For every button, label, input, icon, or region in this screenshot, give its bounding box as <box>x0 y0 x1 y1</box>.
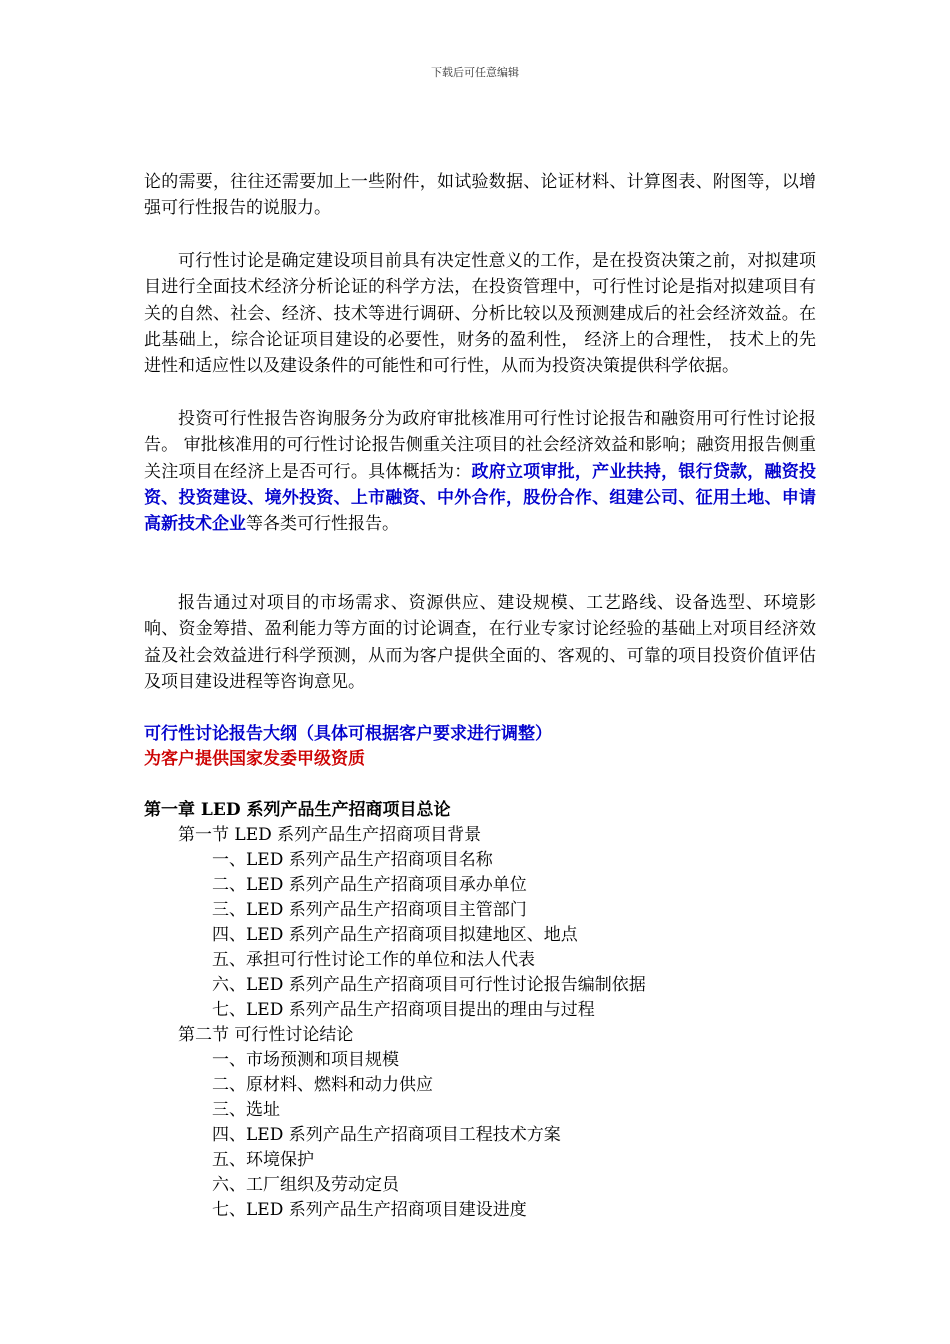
outline-item: 六、工厂组织及劳动定员 <box>212 1174 399 1195</box>
document-body <box>144 169 816 1223</box>
paragraph-spacer <box>144 538 816 590</box>
outline-title: 可行性讨论报告大纲（具体可根据客户要求进行调整） <box>144 723 552 744</box>
paragraph-intro-continuation: 论的需要，往往还需要加上一些附件，如试验数据、论证材料、计算图表、附图等，以增强可行性报告的说服力。 <box>144 172 816 219</box>
section-heading: 第二节 可行性讨论结论 <box>178 1024 354 1045</box>
outline-item: 二、LED 系列产品生产招商项目承办单位 <box>212 874 527 895</box>
paragraph-feasibility-definition: 可行性讨论是确定建设项目前具有决定性意义的工作，是在投资决策之前，对拟建项目进行全面技术经济分析论证的科学方法，在投资管理中，可行性讨论是指对拟建项目有关的自然、社会、经济、技术等进行调研、分析比较以及预测建成后的社会经济效益。在此基础上，综合论证项目建设的必要性，财务的盈利性， 经济上的合理性， 技术上的先进性和适应性以及建设条件的可能性和可行性，从而为投资决策提供科学依据。 <box>144 250 816 377</box>
outline-qualification: 为客户提供国家发委甲级资质 <box>144 748 365 769</box>
outline-item: 五、环境保护 <box>212 1149 314 1170</box>
outline-item: 一、市场预测和项目规模 <box>212 1049 399 1070</box>
outline-item: 四、LED 系列产品生产招商项目工程技术方案 <box>212 1124 561 1145</box>
outline-item: 七、LED 系列产品生产招商项目建设进度 <box>212 1199 527 1220</box>
service-types-text: 投资可行性报告咨询服务分为政府审批核准用可行性讨论报告和融资用可行性讨论报告。 审批核准用的可行性讨论报告侧重关注项目的社会经济效益和影响；融资用报告侧重关注项目在经济上是否可行。具体概括为： <box>144 408 816 482</box>
paragraph-service-types <box>144 406 816 538</box>
outline-item: 六、LED 系列产品生产招商项目可行性讨论报告编制依据 <box>212 974 646 995</box>
service-types-highlight: 政府立项审批，产业扶持，银行贷款，融资投资、投资建设、境外投资、上市融资、中外合作，股份合作、组建公司、征用土地、申请高新技术企业 <box>144 461 816 535</box>
outline-item: 三、选址 <box>212 1099 280 1120</box>
service-types-suffix: 等各类可行性报告。 <box>246 514 399 535</box>
outline-item: 三、LED 系列产品生产招商项目主管部门 <box>212 899 527 920</box>
section-heading: 第一节 LED 系列产品生产招商项目背景 <box>178 824 482 845</box>
outline-item: 二、原材料、燃料和动力供应 <box>212 1074 433 1095</box>
paragraph-spacer <box>144 772 816 798</box>
chapter-heading: 第一章 LED 系列产品生产招商项目总论 <box>144 799 451 820</box>
paragraph-spacer <box>144 380 816 406</box>
outline-item: 五、承担可行性讨论工作的单位和法人代表 <box>212 949 535 970</box>
outline-item: 一、LED 系列产品生产招商项目名称 <box>212 849 493 870</box>
outline-item: 四、LED 系列产品生产招商项目拟建地区、地点 <box>212 924 578 945</box>
outline-item: 七、LED 系列产品生产招商项目提出的理由与过程 <box>212 999 595 1020</box>
paragraph-report-scope: 报告通过对项目的市场需求、资源供应、建设规模、工艺路线、设备选型、环境影响、资金筹措、盈利能力等方面的讨论调查，在行业专家讨论经验的基础上对项目经济效益及社会效益进行科学预测，从而为客户提供全面的、客观的、可靠的项目投资价值评估及项目建设进程等咨询意见。 <box>144 592 816 693</box>
page-header: 下载后可任意编辑 <box>431 66 519 79</box>
paragraph-spacer <box>144 222 816 248</box>
paragraph-spacer <box>144 696 816 722</box>
